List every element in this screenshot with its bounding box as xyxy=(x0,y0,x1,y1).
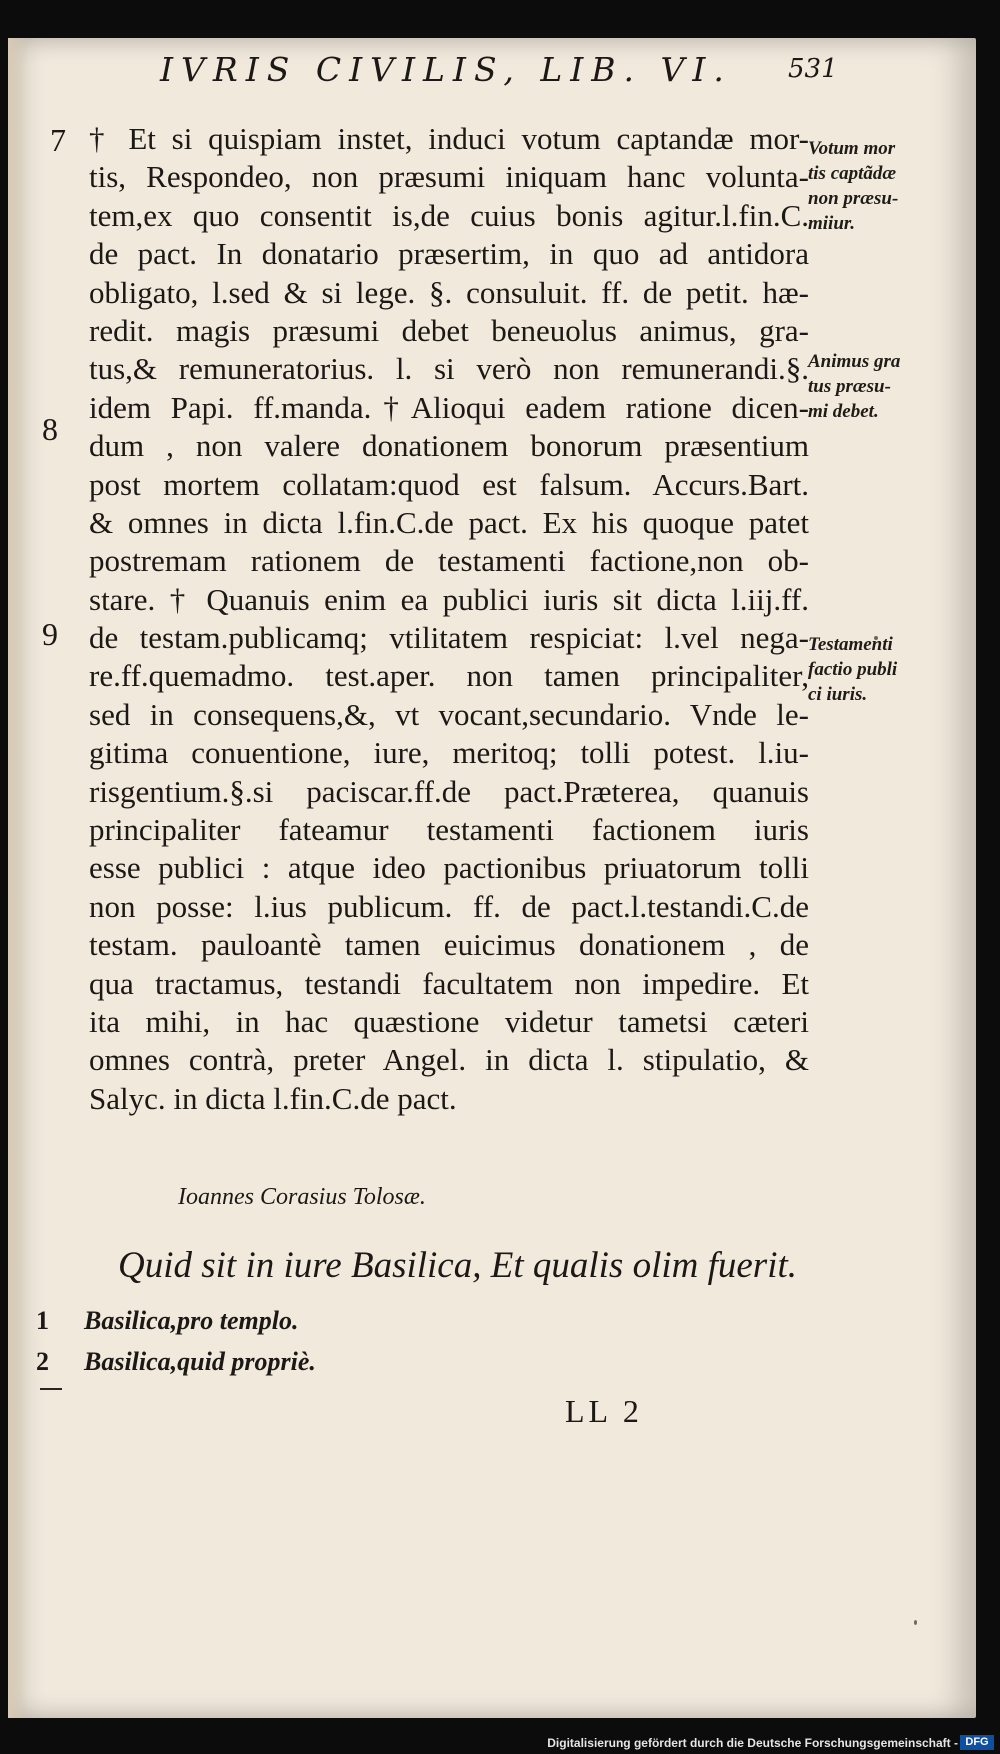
text-line: de pact. In donatario præsertim, in quo ad antidora xyxy=(89,236,809,272)
side-note-line: miiur. xyxy=(808,213,855,234)
running-title: IVRIS CIVILIS, LIB. VI. xyxy=(160,50,732,89)
text-line: de testam.publicamq; vtilitatem respiciat: l.vel nega- xyxy=(89,620,809,656)
paper-speck xyxy=(914,1620,917,1625)
text-line: re.ff.quemadmo. test.aper. non tamen principaliter, xyxy=(89,658,809,694)
text-line: & omnes in dicta l.fin.C.de pact. Ex his quoque patet xyxy=(89,504,809,540)
author-signature: Ioannes Corasius Tolosæ. xyxy=(178,1184,426,1210)
summary-number: 2 xyxy=(36,1347,49,1376)
text-line-last: Salyc. in dicta l.fin.C.de pact. xyxy=(89,1080,457,1116)
text-line: postremam rationem de testamenti factione,non ob- xyxy=(89,543,809,579)
side-note-line: Votum mor xyxy=(808,138,896,159)
footer-credit: Digitalisierung gefördert durch die Deutsche Forschungsgemeinschaft - xyxy=(547,1736,958,1750)
side-note-line: ci iuris. xyxy=(808,684,868,705)
summary-number: 1 xyxy=(36,1306,49,1335)
summary-text: Basilica,quid propriè. xyxy=(84,1347,316,1376)
side-note-testamenti xyxy=(808,632,958,707)
side-note-votum xyxy=(808,136,958,236)
text-line: non posse: l.ius publicum. ff. de pact.l.testandi.C.de xyxy=(89,888,809,924)
side-note-animus xyxy=(808,349,958,424)
text-line: † Et si quispiam instet, induci votum captandæ mor- xyxy=(89,121,809,156)
side-note-line: tis captãdæ xyxy=(808,163,897,184)
text-line: risgentium.§.si paciscar.ff.de pact.Præterea, quanuis xyxy=(89,773,809,809)
summary-item xyxy=(36,1347,536,1383)
margin-number-7: 7 xyxy=(50,122,66,158)
side-note-line: Animus gra xyxy=(808,351,901,372)
signature-mark: LL 2 xyxy=(565,1393,643,1429)
text-line: redit. magis præsumi debet beneuolus animus, gra- xyxy=(89,312,809,348)
footer-bar xyxy=(0,1734,1000,1754)
text-line: stare. † Quanuis enim ea publici iuris sit dicta l.iij.ff. xyxy=(89,581,809,617)
text-line: testam. pauloantè tamen euicimus donationem , de xyxy=(89,927,809,963)
text-line: sed in consequens,&, vt vocant,secundario. Vnde le- xyxy=(89,696,809,732)
text-line: idem Papi. ff.manda.†Alioqui eadem ratione dicen- xyxy=(89,389,809,425)
side-note-line: factio publi xyxy=(808,659,898,680)
text-line: principaliter fateamur testamenti factionem iuris xyxy=(89,812,809,848)
margin-number-8: 8 xyxy=(42,411,58,447)
body-text xyxy=(89,120,809,1118)
text-line: omnes contrà, preter Angel. in dicta l. stipulatio, & xyxy=(89,1042,809,1078)
text-line: esse publici : atque ideo pactionibus priuatorum tolli xyxy=(89,850,809,886)
page-number: 531 xyxy=(788,54,838,84)
summary-text: Basilica,pro templo. xyxy=(84,1306,299,1335)
side-note-line: tus præsu- xyxy=(808,376,891,397)
text-line: obligato, l.sed & si lege. §. consuluit. ff. de petit. hæ- xyxy=(89,274,809,310)
side-note-line: mi debet. xyxy=(808,401,879,422)
summary-rule xyxy=(40,1388,62,1390)
summary-item xyxy=(36,1306,536,1342)
margin-number-9: 9 xyxy=(42,616,58,652)
text-line: tus,& remuneratorius. l. si verò non remunerandi.§. xyxy=(89,351,809,387)
section-heading: Quid sit in iure Basilica, Et qualis olim fuerit. xyxy=(118,1245,798,1286)
text-line: qua tractamus, testandi facultatem non impedire. Et xyxy=(89,965,809,1001)
text-line: tis, Respondeo, non præsumi iniquam hanc volunta- xyxy=(89,159,809,195)
text-line: post mortem collatam:quod est falsum. Accurs.Bart. xyxy=(89,466,809,502)
side-note-line: non præsu- xyxy=(808,188,899,209)
text-line: dum , non valere donationem bonorum præsentium xyxy=(89,428,809,464)
text-line: tem,ex quo consentit is,de cuius bonis agitur.l.fin.C. xyxy=(89,197,809,233)
side-note-line: Testamenti xyxy=(808,634,893,655)
text-line: gitima conuentione, iure, meritoq; tolli potest. l.iu- xyxy=(89,735,809,771)
text-line: ita mihi, in hac quæstione videtur tametsi cæteri xyxy=(89,1003,809,1039)
running-head xyxy=(160,50,860,102)
dfg-logo: DFG xyxy=(960,1735,994,1750)
